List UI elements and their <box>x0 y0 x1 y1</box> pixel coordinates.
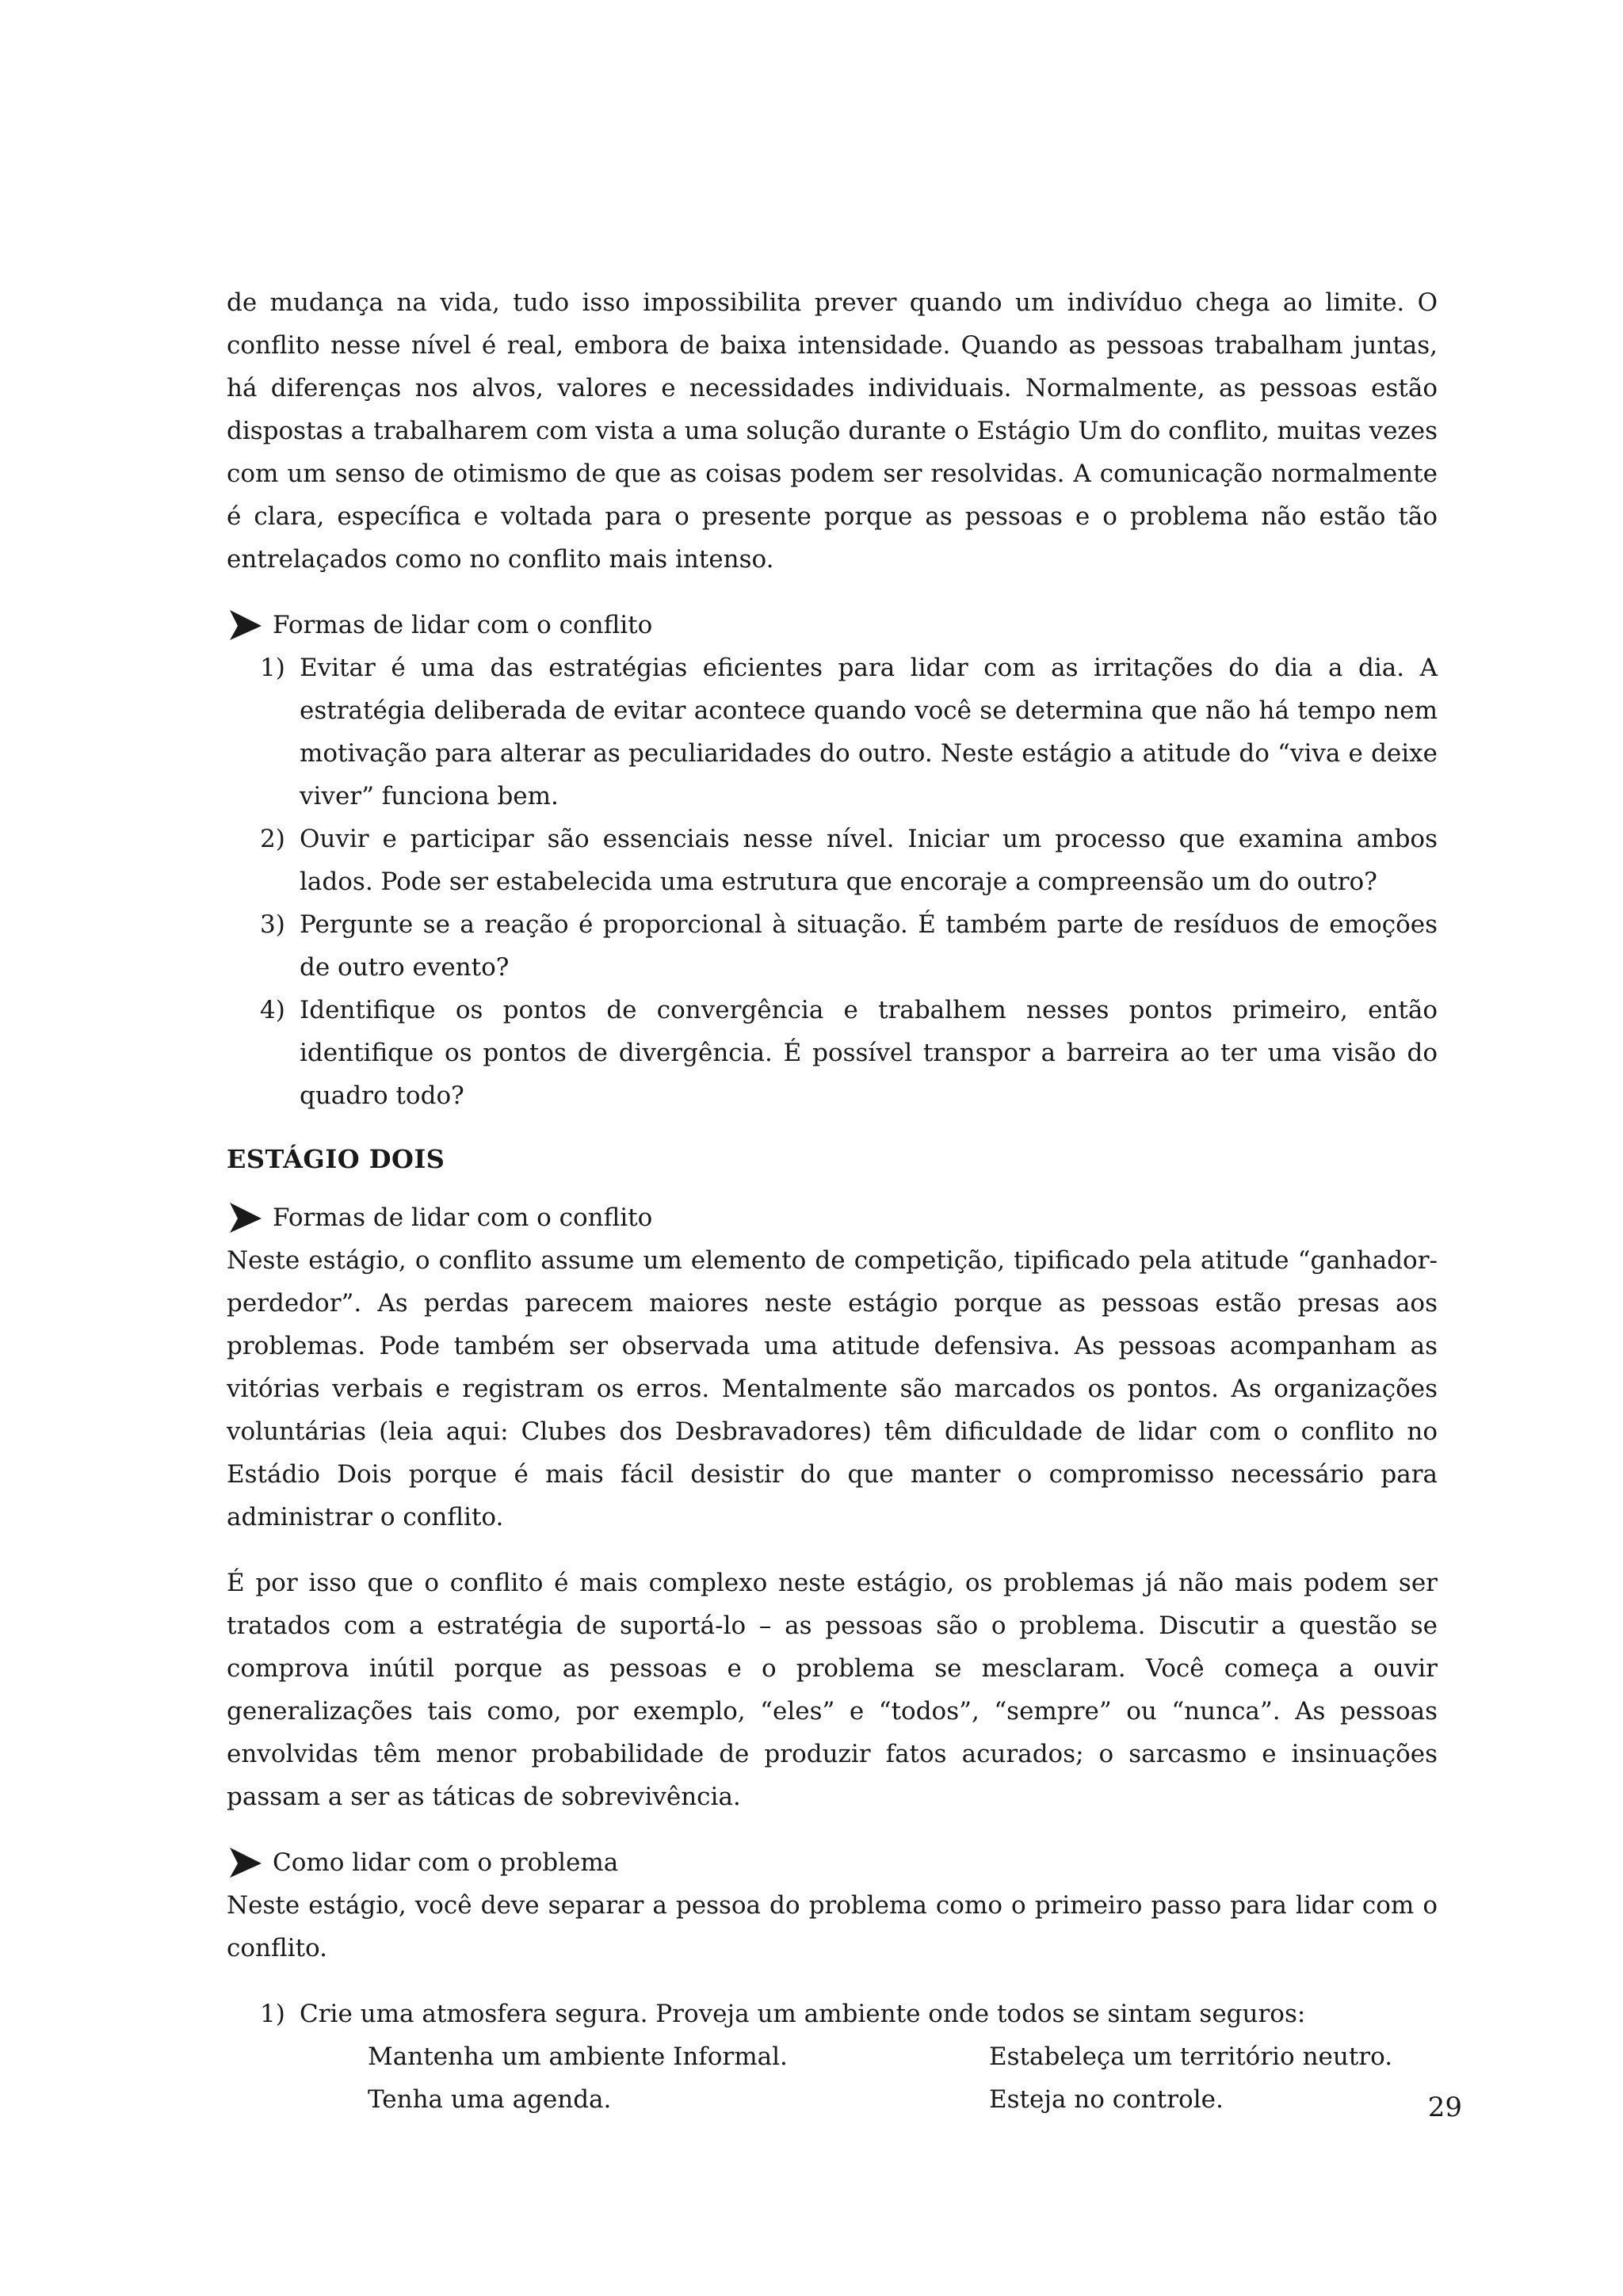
list-item-text: Evitar é uma das estratégias eficientes para lidar com as irritações do dia a dia. A estratégia deliberada de evitar acontece quando você se determina que não há tempo nem motivação para alterar as peculiaridades do outro. Neste estágio a atitude do “viva e deixe viver” funciona bem. <box>300 654 1438 810</box>
bullet-heading-formas-2 <box>227 1196 1438 1239</box>
stage-two-paragraph-2: É por isso que o conflito é mais complexo neste estágio, os problemas já não mais podem ser tratados com a estratégia de suportá-lo – as pessoas são o problema. Discutir a questão se comprova inútil porque as pessoas e o problema se mesclaram. Você começa a ouvir generalizações tais como, por exemplo, “eles” e “todos”, “sempre” ou “nunca”. As pessoas envolvidas têm menor probabilidade de produzir fatos acurados; o sarcasmo e insinuações passam a ser as táticas de sobrevivência. <box>227 1569 1438 1811</box>
bullet-label: Como lidar com o problema <box>273 1848 619 1877</box>
list-item-text: Identifique os pontos de convergência e trabalhem nesses pontos primeiro, então identifique os pontos de divergência. É possível transpor a barreira ao ter uma visão do quadro todo? <box>300 996 1438 1110</box>
arrowhead-bullet-icon <box>227 1199 263 1236</box>
arrowhead-bullet-icon <box>227 1844 263 1881</box>
bullet-label: Formas de lidar com o conflito <box>273 1203 653 1232</box>
section-heading-estagio-dois: ESTÁGIO DOIS <box>227 1144 445 1174</box>
list-item <box>260 903 1438 989</box>
tip-item: Mantenha um ambiente Informal. <box>368 2042 788 2071</box>
page-content <box>227 281 1438 2121</box>
page-number: 29 <box>1427 2092 1462 2123</box>
tip-item: Esteja no controle. <box>989 2085 1224 2114</box>
list-item-text: Ouvir e participar são essenciais nesse nível. Iniciar um processo que examina ambos lados. Pode ser estabelecida uma estrutura que encoraje a compreensão um do outro? <box>300 825 1438 896</box>
tip-item: Tenha uma agenda. <box>368 2085 612 2114</box>
safe-atmosphere-list <box>227 1993 1438 2035</box>
list-number: 4) <box>260 996 285 1024</box>
tip-item: Estabeleça um território neutro. <box>989 2042 1393 2071</box>
tips-grid <box>227 2035 1438 2121</box>
list-item <box>260 1993 1438 2035</box>
list-number: 1) <box>260 654 285 682</box>
list-number: 3) <box>260 910 285 939</box>
bullet-heading-formas-1 <box>227 604 1438 646</box>
list-number: 1) <box>260 2000 285 2028</box>
bullet-label: Formas de lidar com o conflito <box>273 611 653 639</box>
intro-paragraph: de mudança na vida, tudo isso impossibilita prever quando um indivíduo chega ao limite. O conflito nesse nível é real, embora de baixa intensidade. Quando as pessoas trabalham juntas, há diferenças nos alvos, valores e necessidades individuais. Normalmente, as pessoas estão dispostas a trabalharem com vista a uma solução durante o Estágio Um do conflito, muitas vezes com um senso de otimismo de que as coisas podem ser resolvidas. A comunicação normalmente é clara, específica e voltada para o presente porque as pessoas e o problema não estão tão entrelaçados como no conflito mais intenso. <box>227 288 1438 574</box>
stage-two-paragraph-1: Neste estágio, o conflito assume um elemento de competição, tipificado pela atitude “ganhador-perdedor”. As perdas parecem maiores neste estágio porque as pessoas estão presas aos problemas. Pode também ser observada uma atitude defensiva. As pessoas acompanham as vitórias verbais e registram os erros. Mentalmente são marcados os pontos. As organizações voluntárias (leia aqui: Clubes dos Desbravadores) têm dificuldade de lidar com o conflito no Estádio Dois porque é mais fácil desistir do que manter o compromisso necessário para administrar o conflito. <box>227 1246 1438 1531</box>
strategy-list <box>227 646 1438 1117</box>
list-item <box>260 646 1438 818</box>
list-item <box>260 989 1438 1117</box>
bullet-heading-como-lidar <box>227 1841 1438 1884</box>
arrowhead-bullet-icon <box>227 607 263 643</box>
list-number: 2) <box>260 825 285 853</box>
list-item-text: Pergunte se a reação é proporcional à situação. É também parte de resíduos de emoções de outro evento? <box>300 910 1438 982</box>
stage-two-paragraph-3: Neste estágio, você deve separar a pessoa do problema como o primeiro passo para lidar com o conflito. <box>227 1891 1438 1962</box>
list-item-text: Crie uma atmosfera segura. Proveja um ambiente onde todos se sintam seguros: <box>300 2000 1306 2028</box>
list-item <box>260 818 1438 903</box>
